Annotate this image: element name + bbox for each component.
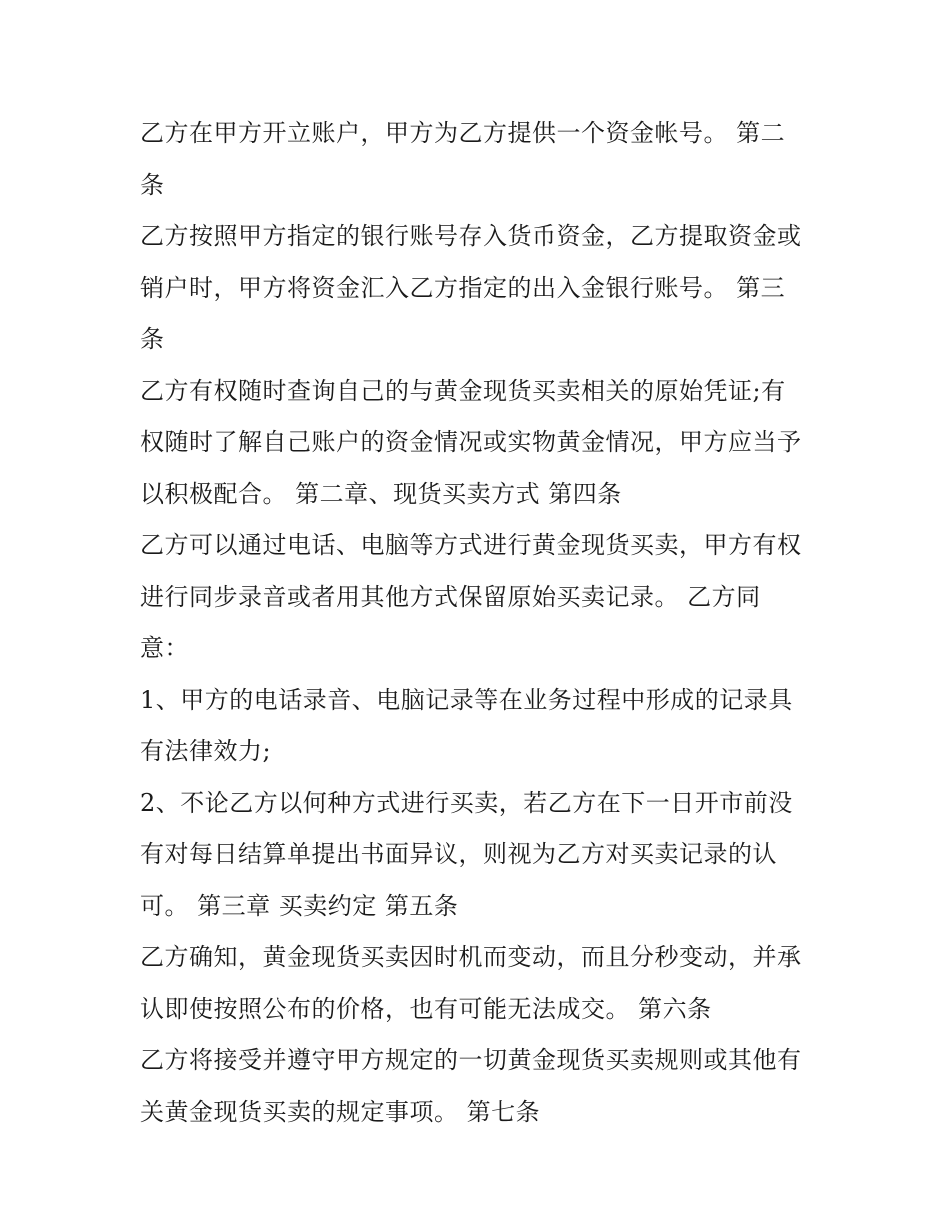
text-line: 乙方确知，黄金现货买卖因时机而变动，而且分秒变动，并承 xyxy=(140,943,802,971)
document-body xyxy=(140,108,820,1138)
text-line: 销户时，甲方将资金汇入乙方指定的出入金银行账号。 第三 xyxy=(140,273,786,302)
text-line: 1、甲方的电话录音、电脑记录等在业务过程中形成的记录具 xyxy=(140,685,793,714)
text-line: 关黄金现货买卖的规定事项。 第七条 xyxy=(140,1097,541,1126)
text-line: 2、不论乙方以何种方式进行买卖，若乙方在下一日开市前没 xyxy=(140,788,793,817)
text-line: 进行同步录音或者用其他方式保留原始买卖记录。 乙方同 xyxy=(140,582,761,611)
text-line: 以积极配合。 第二章、现货买卖方式 第四条 xyxy=(140,479,622,508)
text-line: 权随时了解自己账户的资金情况或实物黄金情况，甲方应当予 xyxy=(140,428,802,456)
text-line: 乙方将接受并遵守甲方规定的一切黄金现货买卖规则或其他有 xyxy=(140,1046,802,1074)
text-line: 乙方按照甲方指定的银行账号存入货币资金，乙方提取资金或 xyxy=(140,222,802,250)
text-line: 意： xyxy=(140,634,189,662)
text-line: 可。 第三章 买卖约定 第五条 xyxy=(140,891,459,920)
text-line: 认即使按照公布的价格，也有可能无法成交。 第六条 xyxy=(140,994,712,1023)
text-line: 有对每日结算单提出书面异议，则视为乙方对买卖记录的认 xyxy=(140,840,777,868)
text-line: 乙方可以通过电话、电脑等方式进行黄金现货买卖，甲方有权 xyxy=(140,531,802,559)
text-line: 乙方在甲方开立账户，甲方为乙方提供一个资金帐号。 第二 xyxy=(140,119,786,147)
text-line: 有法律效力; xyxy=(140,737,272,765)
text-line: 乙方有权随时查询自己的与黄金现货买卖相关的原始凭证;有 xyxy=(140,376,786,405)
text-line: 条 xyxy=(140,170,165,199)
text-line: 条 xyxy=(140,325,165,353)
